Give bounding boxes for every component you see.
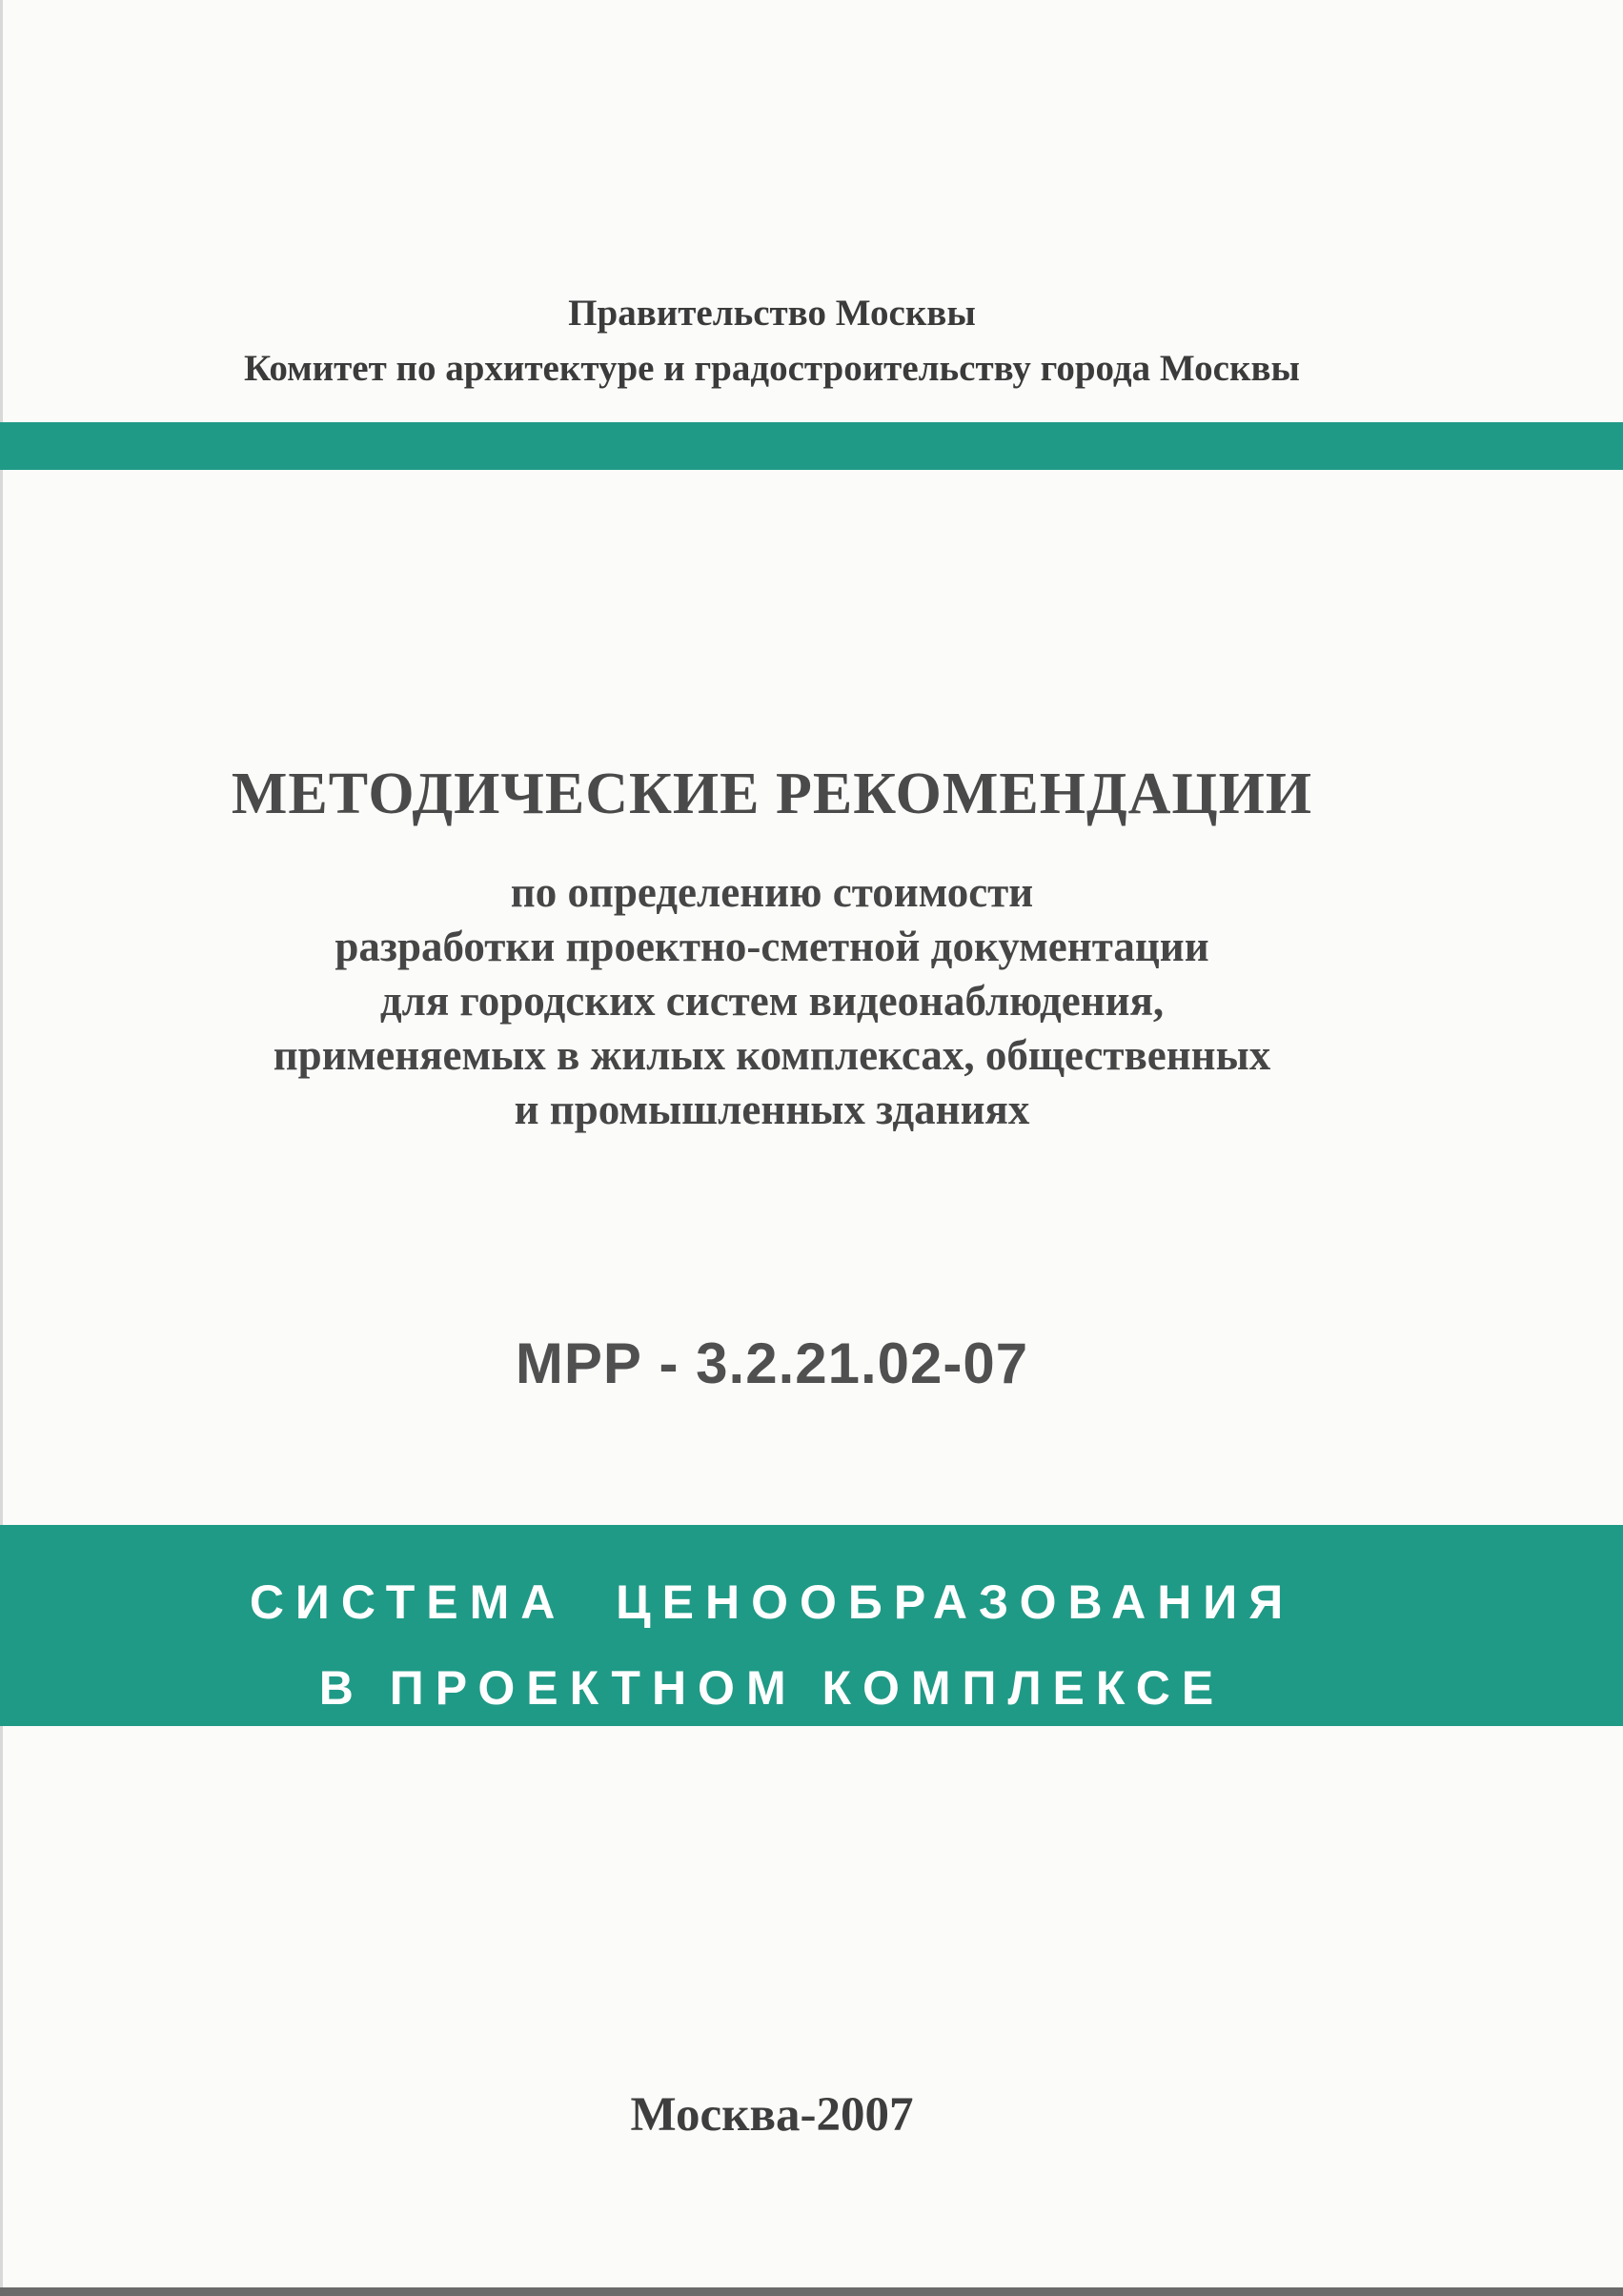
series-title-line1: СИСТЕМА ЦЕНООБРАЗОВАНИЯ xyxy=(249,1575,1295,1629)
document-code: МРР - 3.2.21.02-07 xyxy=(515,1331,1029,1395)
subtitle-line: и промышленных зданиях xyxy=(514,1086,1030,1133)
city-year: Москва-2007 xyxy=(630,2088,914,2142)
series-title-line2: В ПРОЕКТНОМ КОМПЛЕКСЕ xyxy=(318,1661,1226,1715)
document-title: МЕТОДИЧЕСКИЕ РЕКОМЕНДАЦИИ xyxy=(231,762,1313,826)
publisher-line-committee: Комитет по архитектуре и градостроительству города Москвы xyxy=(244,348,1300,389)
top-accent-stripe xyxy=(0,422,1623,470)
publisher-line-government: Правительство Москвы xyxy=(568,293,976,334)
document-subtitle xyxy=(0,865,1544,1137)
scan-bottom-edge xyxy=(0,2287,1623,2296)
series-title xyxy=(0,1559,1544,1731)
subtitle-line: разработки проектно-сметной документации xyxy=(335,923,1209,970)
subtitle-line: для городских систем видеонаблюдения, xyxy=(379,977,1165,1025)
subtitle-line: применяемых в жилых комплексах, общественных xyxy=(273,1031,1271,1079)
publisher-header xyxy=(0,286,1544,396)
subtitle-line: по определению стоимости xyxy=(510,868,1034,916)
